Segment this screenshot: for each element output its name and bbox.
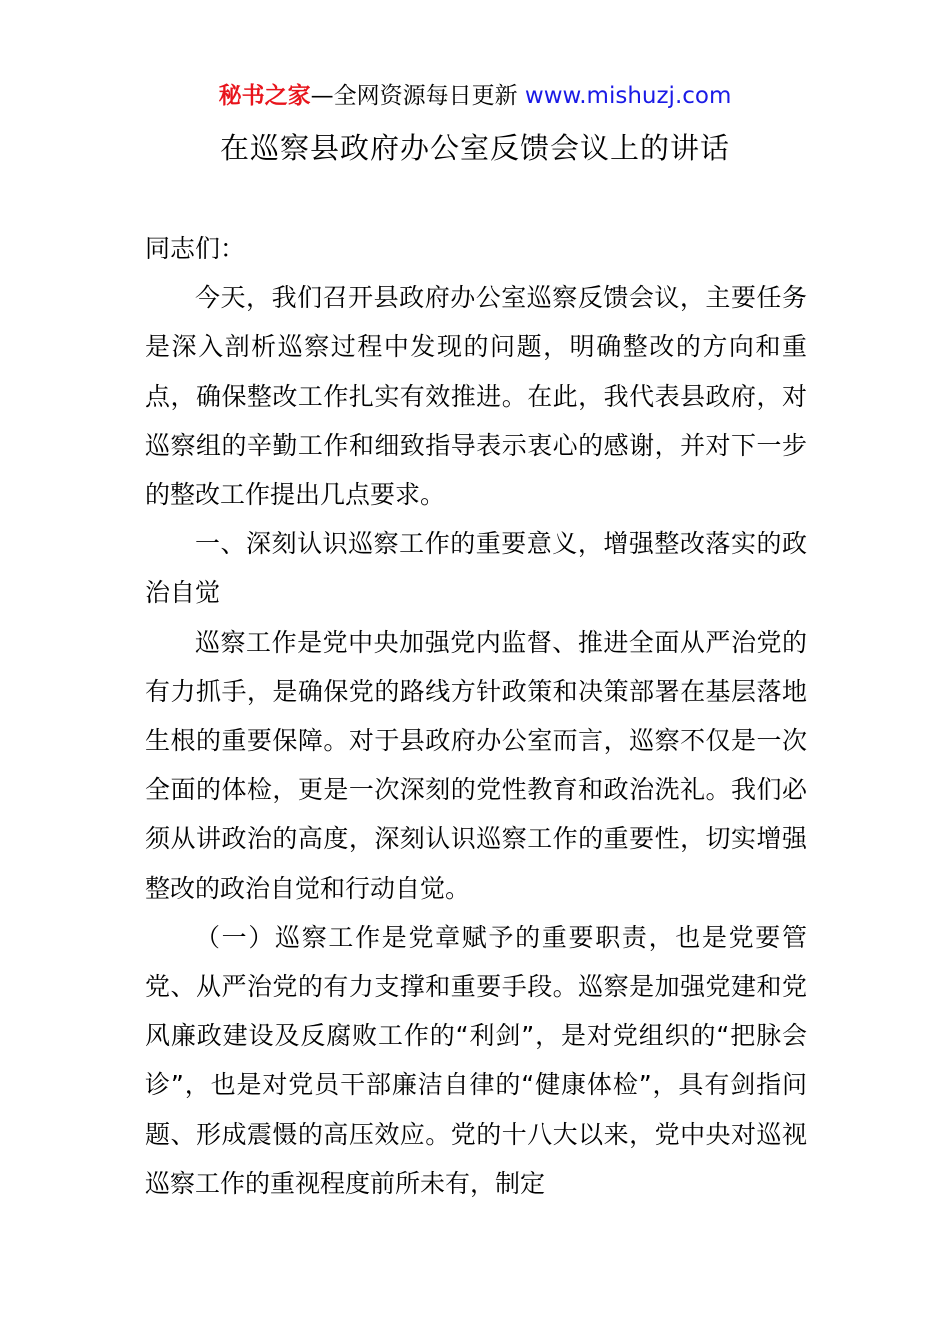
site-header xyxy=(0,80,950,112)
document-body xyxy=(145,224,807,1208)
brand-name: 秘书之家 xyxy=(218,83,311,109)
paragraph-section-1: 巡察工作是党中央加强党内监督、推进全面从严治党的有力抓手，是确保党的路线方针政策和决策部署在基层落地生根的重要保障。对于县政府办公室而言，巡察不仅是一次全面的体检，更是一次深刻的党性教育和政治洗礼。我们必须从讲政治的高度，深刻认识巡察工作的重要性，切实增强整改的政治自觉和行动自觉。 xyxy=(145,627,807,903)
document-title: 在巡察县政府办公室反馈会议上的讲话 xyxy=(219,131,730,165)
paragraph-intro: 今天，我们召开县政府办公室巡察反馈会议，主要任务是深入剖析巡察过程中发现的问题，明确整改的方向和重点，确保整改工作扎实有效推进。在此，我代表县政府，对巡察组的辛勤工作和细致指导表示衷心的感谢，并对下一步的整改工作提出几点要求。 xyxy=(145,283,807,510)
salutation: 同志们： xyxy=(145,234,246,263)
section-heading-1: 一、深刻认识巡察工作的重要意义，增强整改落实的政治自觉 xyxy=(145,529,807,608)
paragraph-subsection-1: （一）巡察工作是党章赋予的重要职责，也是党要管党、从严治党的有力支撑和重要手段。巡察是加强党建和党风廉政建设及反腐败工作的“利剑”，是对党组织的“把脉会诊”，也是对党员干部廉洁自律的“健康体检”，具有剑指问题、形成震慑的高压效应。党的十八大以来，党中央对巡视巡察工作的重视程度前所未有，制定 xyxy=(145,922,807,1198)
site-url-link[interactable]: www.mishuzj.com xyxy=(524,83,732,109)
header-tagline: —全网资源每日更新 xyxy=(310,83,525,109)
